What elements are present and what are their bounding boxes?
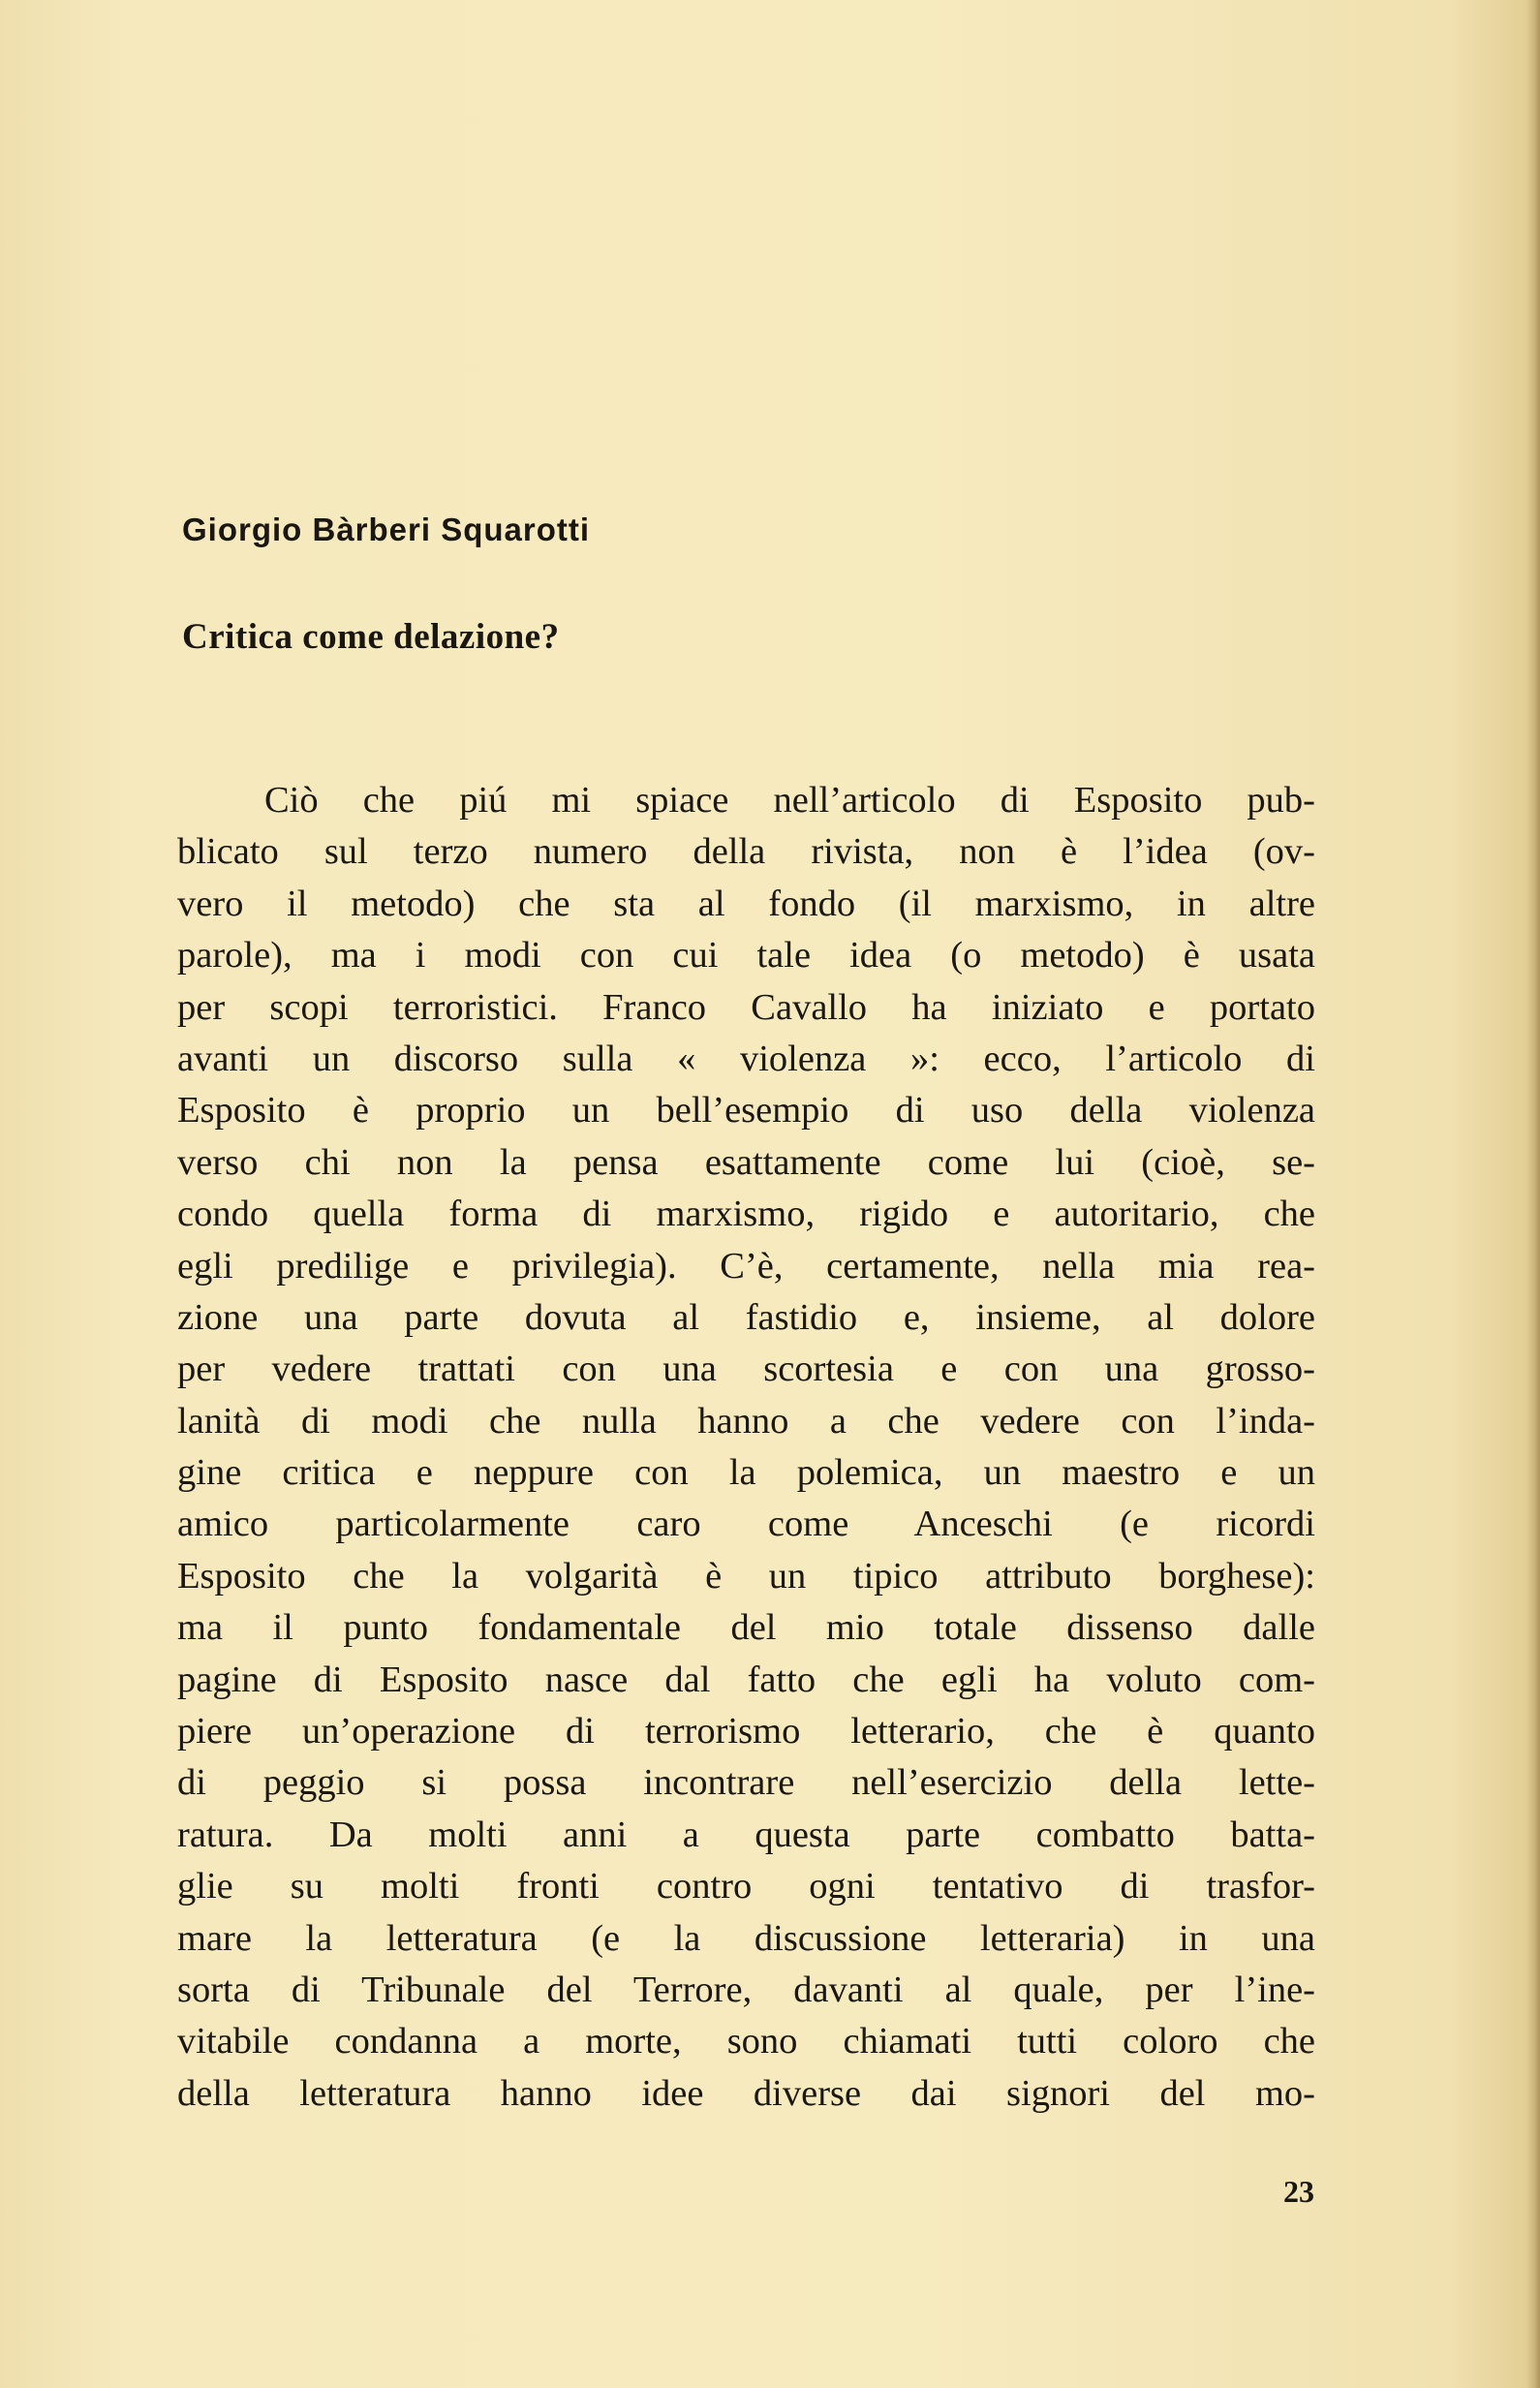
text-line: zione una parte dovuta al fastidio e, insieme, al dolore [177,1296,1315,1338]
text-line: parole), ma i modi con cui tale idea (o metodo) è usata [177,935,1315,977]
article-title: Critica come delazione? [182,617,560,657]
text-line: mare la letteratura (e la discussione letteraria) in una [177,1917,1315,1959]
text-line: vitabile condanna a morte, sono chiamati tutti coloro che [177,2021,1315,2062]
text-line: vero il metodo) che sta al fondo (il marxismo, in altre [177,883,1315,924]
text-line: Ciò che piú mi spiace nell’articolo di Esposito pub- [264,780,1315,821]
text-line: della letteratura hanno idee diverse dai signori del mo- [177,2072,1315,2114]
author-name: Giorgio Bàrberi Squarotti [182,512,591,547]
text-line: blicato sul terzo numero della rivista, non è l’idea (ov- [177,831,1315,873]
article-body [177,775,1315,2120]
text-line: per vedere trattati con una scortesia e con una grosso- [177,1349,1315,1390]
page-number: 23 [1283,2174,1314,2209]
text-line: piere un’operazione di terrorismo letterario, che è quanto [177,1711,1315,1752]
text-line: amico particolarmente caro come Anceschi (e ricordi [177,1504,1315,1545]
text-line: pagine di Esposito nasce dal fatto che egli ha voluto com- [177,1659,1315,1700]
text-line: egli predilige e privilegia). C’è, certamente, nella mia rea- [177,1245,1315,1287]
text-line: lanità di modi che nulla hanno a che vedere con l’inda- [177,1400,1315,1442]
text-line: sorta di Tribunale del Terrore, davanti al quale, per l’ine- [177,1969,1315,2010]
text-line: per scopi terroristici. Franco Cavallo ha iniziato e portato [177,986,1315,1028]
text-line: ma il punto fondamentale del mio totale dissenso dalle [177,1607,1315,1649]
text-line: verso chi non la pensa esattamente come lui (cioè, se- [177,1141,1315,1183]
text-line: Esposito che la volgarità è un tipico attributo borghese): [177,1555,1315,1597]
text-line: condo quella forma di marxismo, rigido e autoritario, che [177,1194,1315,1235]
text-line: avanti un discorso sulla « violenza »: ecco, l’articolo di [177,1038,1315,1079]
text-line: gine critica e neppure con la polemica, un maestro e un [177,1452,1315,1494]
text-line: glie su molti fronti contro ogni tentativo di trasfor- [177,1866,1315,1907]
text-line: ratura. Da molti anni a questa parte combatto batta- [177,1814,1315,1855]
text-line: di peggio si possa incontrare nell’esercizio della lette- [177,1762,1315,1804]
page-edge-shadow [1526,0,1540,2388]
text-line: Esposito è proprio un bell’esempio di uso della violenza [177,1090,1315,1132]
